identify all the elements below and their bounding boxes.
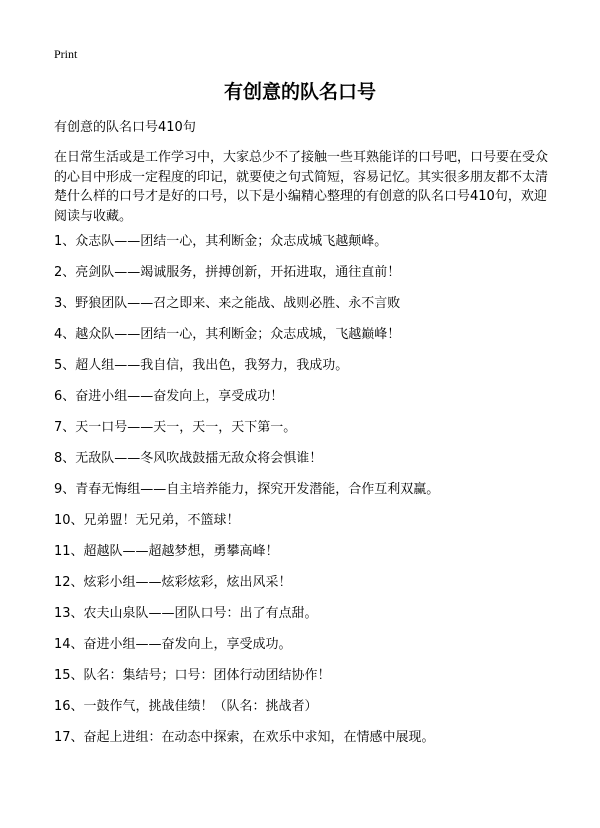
list-item: 17、奋起上进组：在动态中探索，在欢乐中求知，在情感中展现。 xyxy=(54,730,435,745)
slogan-list xyxy=(54,232,574,759)
list-item: 5、超人组——我自信，我出色，我努力，我成功。 xyxy=(54,358,349,373)
list-item: 13、农夫山泉队——团队口号：出了有点甜。 xyxy=(54,606,318,621)
list-item: 7、天一口号——天一，天一，天下第一。 xyxy=(54,420,297,435)
list-item: 6、奋进小组——奋发向上，享受成功！ xyxy=(54,389,284,404)
intro-paragraph: 在日常生活或是工作学习中，大家总少不了接触一些耳熟能详的口号吧，口号要在受众的心目中形成一定程度的印记，就要使之句式简短，容易记忆。其实很多朋友都不太清楚什么样的口号才是好的口号，以下是小编精心整理的有创意的队名口号410句，欢迎阅读与收藏。 xyxy=(54,150,549,224)
list-item: 8、无敌队——冬风吹战鼓擂无敌众将会惧谁！ xyxy=(54,451,323,466)
subtitle: 有创意的队名口号410句 xyxy=(54,120,196,135)
list-item: 10、兄弟盟！无兄弟，不篮球！ xyxy=(54,513,240,528)
page-title: 有创意的队名口号 xyxy=(223,81,376,103)
list-item: 4、越众队——团结一心，其利断金；众志成城，飞越巅峰！ xyxy=(54,327,401,342)
list-item: 12、炫彩小组——炫彩炫彩，炫出风采！ xyxy=(54,575,292,590)
list-item: 14、奋进小组——奋发向上，享受成功。 xyxy=(54,637,292,652)
list-item: 1、众志队——团结一心，其利断金；众志成城飞越颠峰。 xyxy=(54,234,388,249)
list-item: 16、一鼓作气，挑战佳绩！（队名：挑战者） xyxy=(54,699,318,714)
list-item: 9、青春无悔组——自主培养能力，探究开发潜能，合作互利双赢。 xyxy=(54,482,440,497)
list-item: 11、超越队——超越梦想，勇攀高峰！ xyxy=(54,544,279,559)
list-item: 15、队名：集结号；口号：团体行动团结协作！ xyxy=(54,668,331,683)
list-item: 3、野狼团队——召之即来、来之能战、战则必胜、永不言败 xyxy=(54,296,401,311)
print-link[interactable]: Print xyxy=(54,47,78,61)
list-item: 2、亮剑队——竭诚服务，拼搏创新，开拓进取，通往直前！ xyxy=(54,265,401,280)
